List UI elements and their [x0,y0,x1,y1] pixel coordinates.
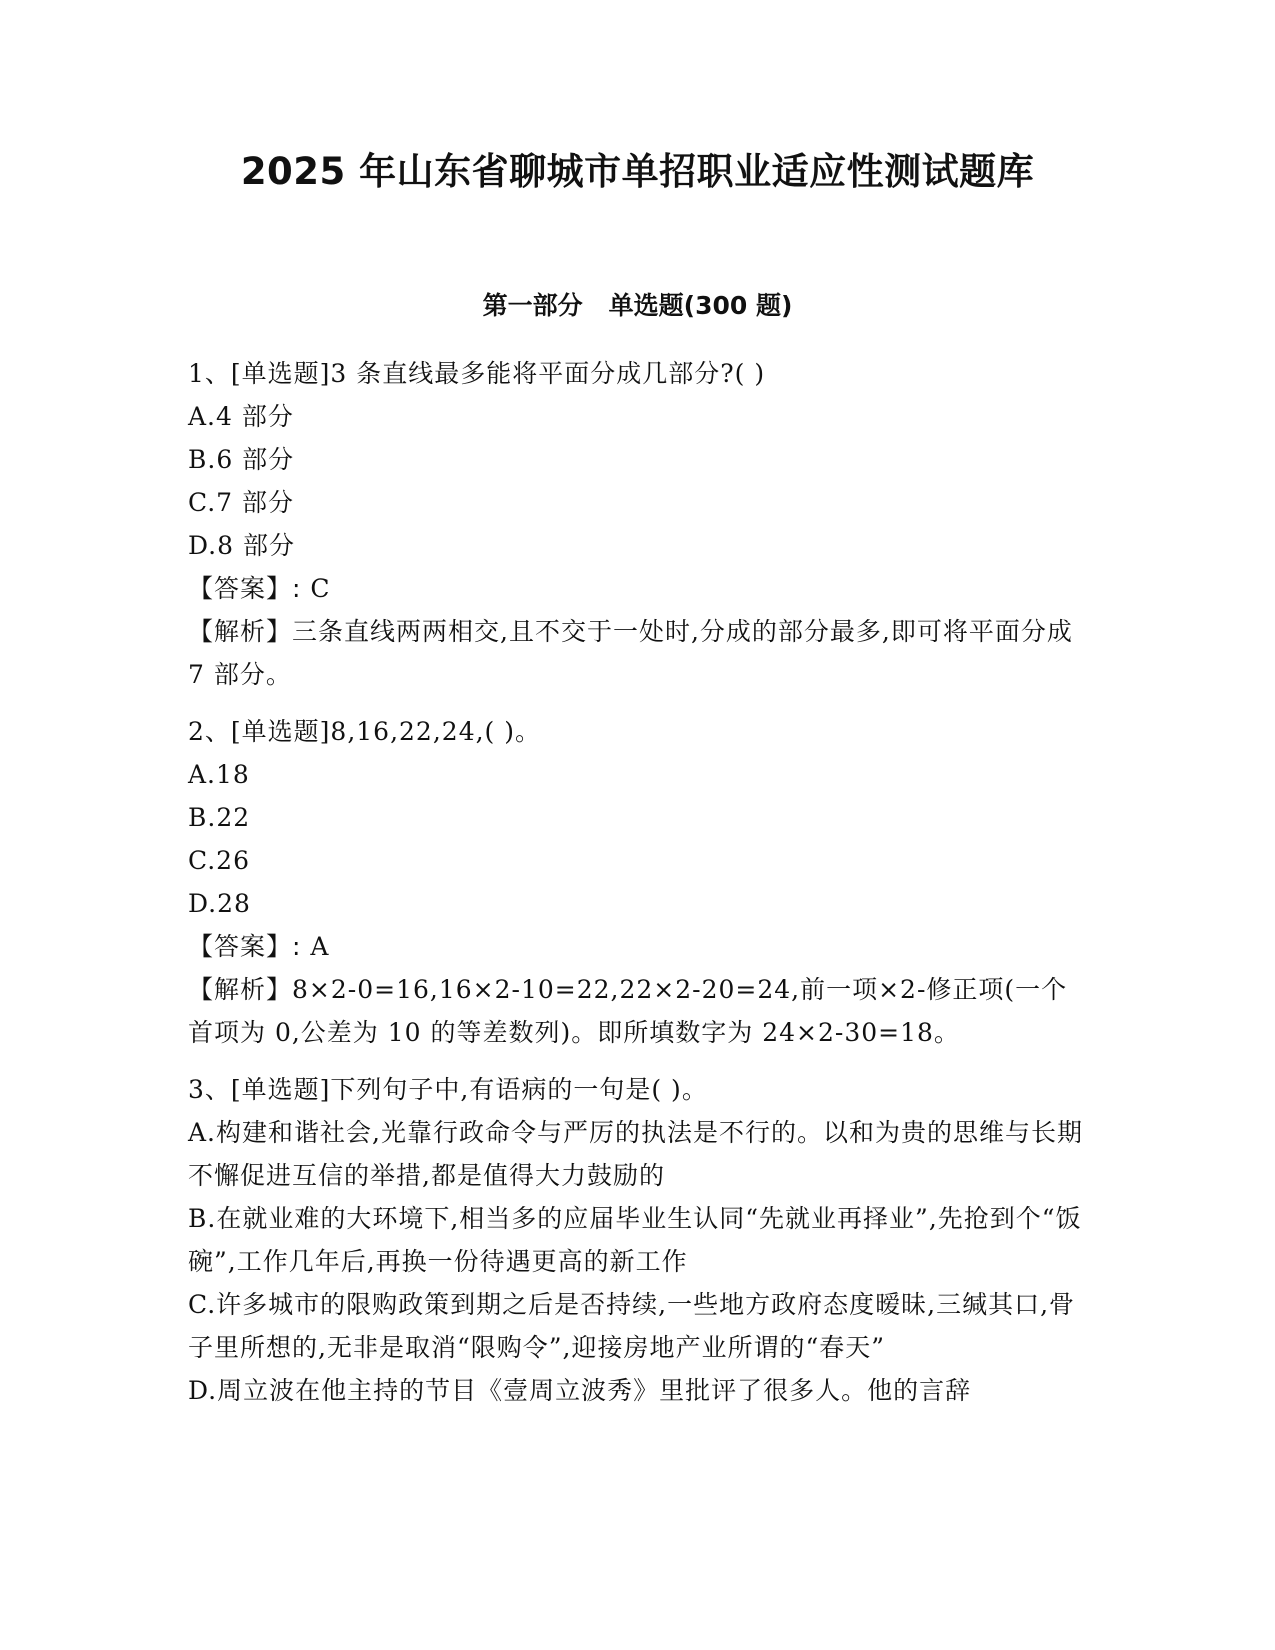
question-list [188,352,1088,1426]
analysis-text: 8×2-0=16,16×2-10=22,22×2-20=24,前一项×2-修正项(一个首项为 0,公差为 10 的等差数列)。即所填数字为 24×2-30=18。 [188,975,1068,1047]
analysis-text: 三条直线两两相交,且不交于一处时,分成的部分最多,即可将平面分成 7 部分。 [188,617,1073,689]
answer-separator: : [292,932,302,961]
answer-value: A [310,932,330,961]
question-item [188,1068,1088,1412]
question-stem: 3、[单选题]下列句子中,有语病的一句是( )。 [188,1075,708,1104]
analysis-label: 【解析】 [188,975,293,1004]
answer-label: 【答案】 [188,574,293,603]
question-item [188,710,1088,1054]
option-c: C.26 [188,846,250,875]
answer-line [188,925,1088,968]
option-b: B.在就业难的大环境下,相当多的应届毕业生认同“先就业再择业”,先抢到个“饭碗”,工作几年后,再换一份待遇更高的新工作 [188,1204,1082,1276]
answer-value: C [310,574,331,603]
section-heading: 第一部分 单选题(300 题) [482,291,793,320]
option-a: A.构建和谐社会,光靠行政命令与严厉的执法是不行的。以和为贵的思维与长期不懈促进互信的举措,都是值得大力鼓励的 [188,1118,1083,1190]
option-c: C.许多城市的限购政策到期之后是否持续,一些地方政府态度暧昧,三缄其口,骨子里所想的,无非是取消“限购令”,迎接房地产业所谓的“春天” [188,1290,1076,1362]
question-stem: 1、[单选题]3 条直线最多能将平面分成几部分?( ) [188,359,766,388]
option-b: B.22 [188,803,251,832]
answer-line [188,567,1088,610]
analysis-label: 【解析】 [188,617,293,646]
answer-separator: : [292,574,302,603]
option-a: A.4 部分 [188,402,294,431]
option-b: B.6 部分 [188,445,295,474]
option-d: D.周立波在他主持的节目《壹周立波秀》里批评了很多人。他的言辞 [188,1376,972,1405]
question-stem: 2、[单选题]8,16,22,24,( )。 [188,717,541,746]
analysis-line [188,968,1088,1054]
analysis-line [188,610,1088,696]
option-a: A.18 [188,760,250,789]
option-d: D.28 [188,889,251,918]
option-d: D.8 部分 [188,531,295,560]
answer-label: 【答案】 [188,932,293,961]
document-title: 2025 年山东省聊城市单招职业适应性测试题库 [240,150,1035,193]
question-item [188,352,1088,696]
option-c: C.7 部分 [188,488,295,517]
